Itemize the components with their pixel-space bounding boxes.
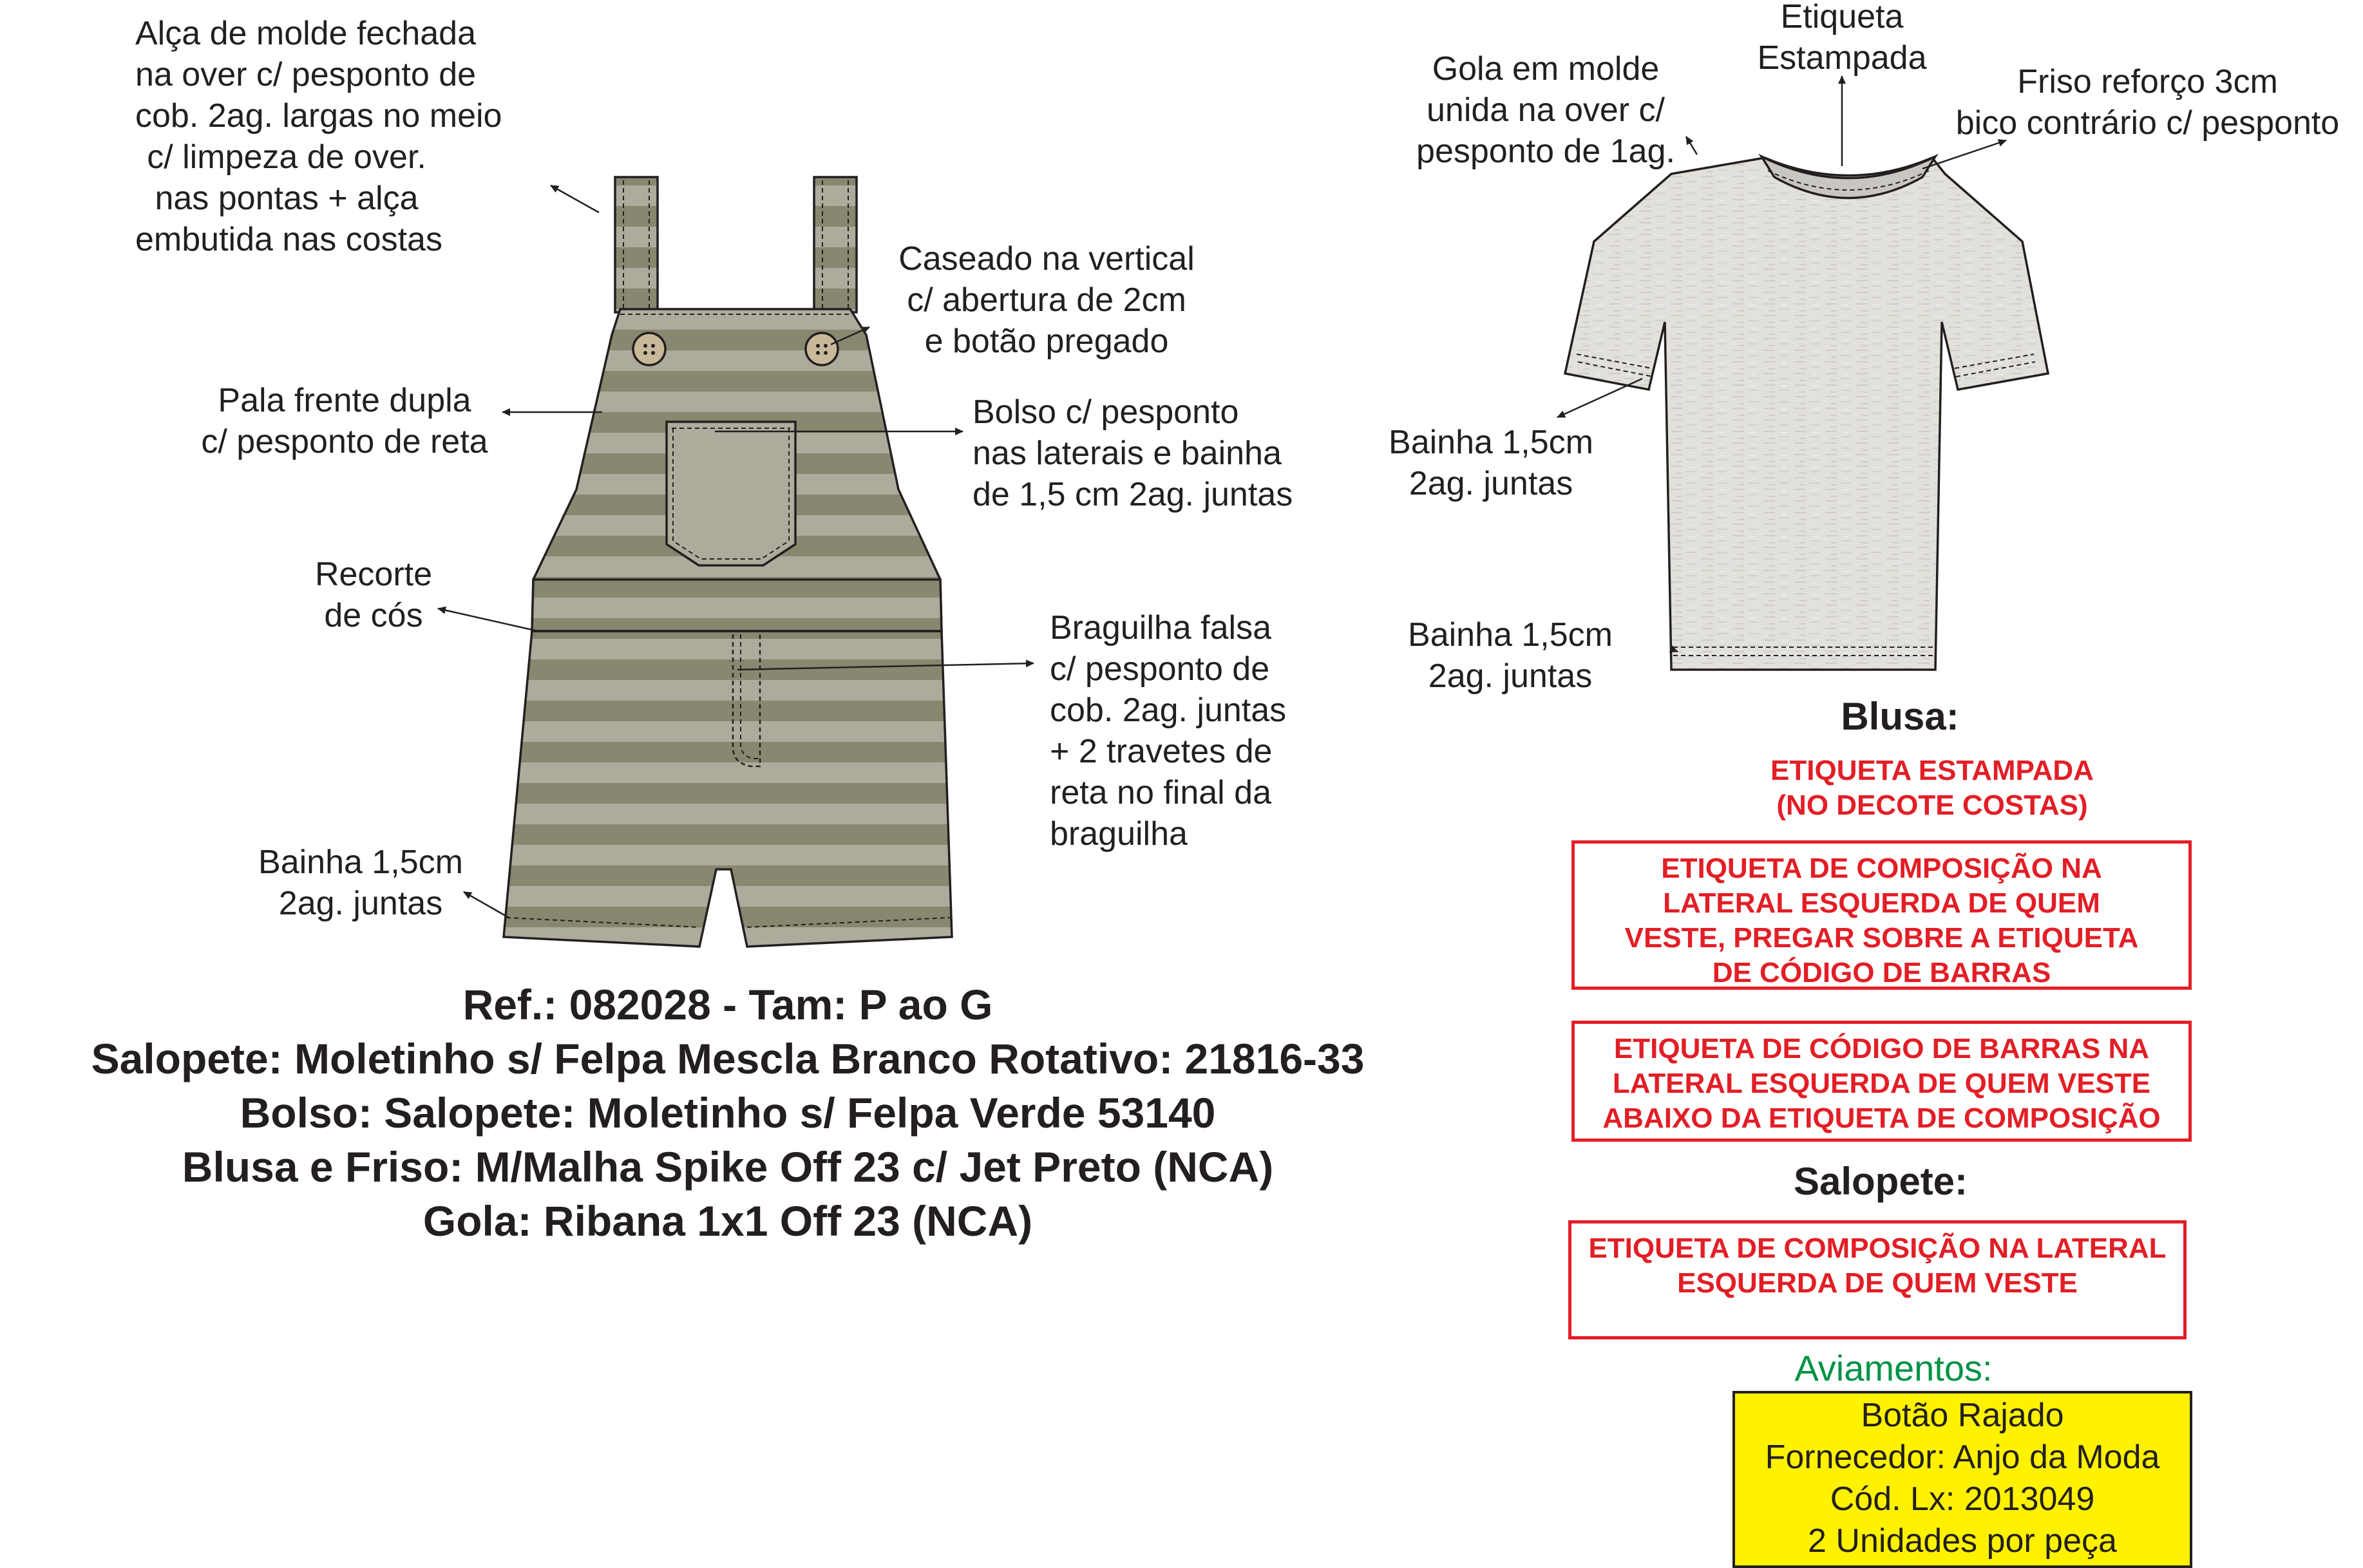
tshirt-drawing (1565, 156, 2048, 670)
callout-line: Etiqueta (1780, 0, 1904, 35)
callout-line: embutida nas costas (135, 221, 442, 258)
note-line: LATERAL ESQUERDA DE QUEM (1663, 887, 2100, 919)
callout-line: Estampada (1757, 39, 1927, 77)
left-strap (615, 177, 658, 312)
right-strap (814, 177, 857, 312)
spec-reference: Ref.: 082028 - Tam: P ao G (462, 981, 993, 1028)
callout-line: 2ag. juntas (1409, 465, 1573, 502)
callout-yoke (193, 380, 496, 462)
callout-line: 2ag. juntas (1428, 657, 1593, 695)
shorts (504, 631, 952, 947)
callout-line: Caseado na vertical (898, 240, 1195, 278)
blusa-heading: Blusa: (1841, 695, 1959, 738)
callout-line: de cós (324, 597, 423, 634)
spec-pocket-fabric: Bolso: Salopete: Moletinho s/ Felpa Verde 53140 (240, 1089, 1216, 1137)
callout-line: Alça de molde fechada (135, 15, 477, 52)
callout-line: Friso reforço 3cm (2017, 63, 2278, 100)
callout-line: Gola em molde (1432, 50, 1660, 88)
note-line: VESTE, PREGAR SOBRE A ETIQUETA (1624, 922, 2139, 954)
callout-sleeve-hem (1365, 422, 1617, 504)
note-line: ETIQUETA DE COMPOSIÇÃO NA (1661, 853, 2102, 884)
callout-printed-label (1739, 0, 1945, 79)
arrow-strap (551, 185, 599, 213)
callout-fly (1050, 607, 1327, 855)
blusa-barcode-box (1571, 1021, 2192, 1142)
spec-collar-fabric: Gola: Ribana 1x1 Off 23 (NCA) (422, 1197, 1033, 1245)
callout-line: c/ pesponto de reta (201, 423, 488, 460)
callout-line: bico contrário c/ pesponto (1955, 104, 2340, 142)
callout-line: reta no final da (1050, 774, 1272, 811)
callout-line: Bainha 1,5cm (1408, 616, 1613, 654)
callout-pocket (973, 392, 1333, 515)
callout-line: c/ pesponto de (1050, 650, 1270, 688)
callout-waist-cut (283, 554, 464, 636)
note-line: ETIQUETA DE CÓDIGO DE BARRAS NA (1613, 1033, 2150, 1064)
salopete-heading: Salopete: (1793, 1160, 1968, 1203)
tshirt-body (1565, 158, 2048, 670)
note-line: ESQUERDA DE QUEM VESTE (1677, 1267, 2078, 1299)
callout-line: Bainha 1,5cm (258, 844, 463, 881)
callout-line: e botão pregado (924, 323, 1169, 360)
blusa-composition-box (1571, 840, 2192, 990)
callout-collar (1385, 48, 1707, 172)
callout-line: + 2 travetes de (1050, 733, 1273, 770)
callout-line: cob. 2ag. juntas (1050, 692, 1287, 729)
callout-line: c/ limpeza de over. (147, 138, 426, 176)
callout-line: Braguilha falsa (1050, 609, 1271, 647)
callout-line: c/ abertura de 2cm (907, 281, 1186, 319)
salopete-composition-box (1568, 1220, 2187, 1339)
note-line: ETIQUETA ESTAMPADA (1770, 755, 2094, 786)
blusa-printed-label-note (1610, 753, 2254, 823)
aviamentos-item: Botão Rajado (1861, 1397, 2064, 1434)
callout-hem (238, 842, 483, 924)
spec-salopete-fabric: Salopete: Moletinho s/ Felpa Mescla Branco Rotativo: 21816-33 (91, 1035, 1365, 1082)
callout-line: Bainha 1,5cm (1389, 424, 1593, 461)
arrow-binding (1922, 140, 2006, 169)
spec-block (0, 978, 1456, 1248)
button-left (633, 333, 665, 365)
bib-pocket (667, 422, 795, 565)
callout-line: na over c/ pesponto de (135, 56, 477, 93)
callout-line: braguilha (1050, 815, 1188, 853)
note-line: (NO DECOTE COSTAS) (1776, 789, 2088, 821)
button-right (806, 333, 838, 365)
aviamentos-title: Aviamentos: (1794, 1348, 1993, 1388)
callout-line: nas pontas + alça (155, 180, 419, 217)
aviamentos-item: Cód. Lx: 2013049 (1830, 1480, 2095, 1518)
note-line: LATERAL ESQUERDA DE QUEM VESTE (1612, 1068, 2151, 1099)
callout-buttonhole (876, 238, 1217, 362)
callout-line: de 1,5 cm 2ag. juntas (973, 476, 1293, 513)
callout-line: Recorte (314, 556, 433, 593)
arrow-sleeve-hem (1557, 379, 1642, 417)
callout-line: 2ag. juntas (278, 885, 443, 922)
aviamentos-item: 2 Unidades por peça (1808, 1522, 2117, 1560)
callout-strap (135, 13, 502, 260)
callout-line: Pala frente dupla (218, 382, 471, 419)
note-line: DE CÓDIGO DE BARRAS (1712, 957, 2051, 988)
aviamentos-box (1732, 1391, 2192, 1568)
callout-body-hem (1385, 614, 1636, 697)
callout-line: pesponto de 1ag. (1416, 133, 1675, 170)
callout-binding (1932, 61, 2363, 144)
note-line: ABAIXO DA ETIQUETA DE COMPOSIÇÃO (1602, 1102, 2161, 1134)
spec-shirt-fabric: Blusa e Friso: M/Malha Spike Off 23 c/ Jet Preto (NCA) (182, 1143, 1274, 1191)
callout-line: cob. 2ag. largas no meio (135, 97, 502, 135)
waist-band (532, 580, 942, 631)
note-line: ETIQUETA DE COMPOSIÇÃO NA LATERAL (1588, 1233, 2167, 1264)
callout-line: nas laterais e bainha (973, 435, 1282, 472)
callout-line: Bolso c/ pesponto (973, 393, 1239, 431)
callout-line: unida na over c/ (1426, 91, 1665, 129)
aviamentos-item: Fornecedor: Anjo da Moda (1765, 1439, 2160, 1476)
